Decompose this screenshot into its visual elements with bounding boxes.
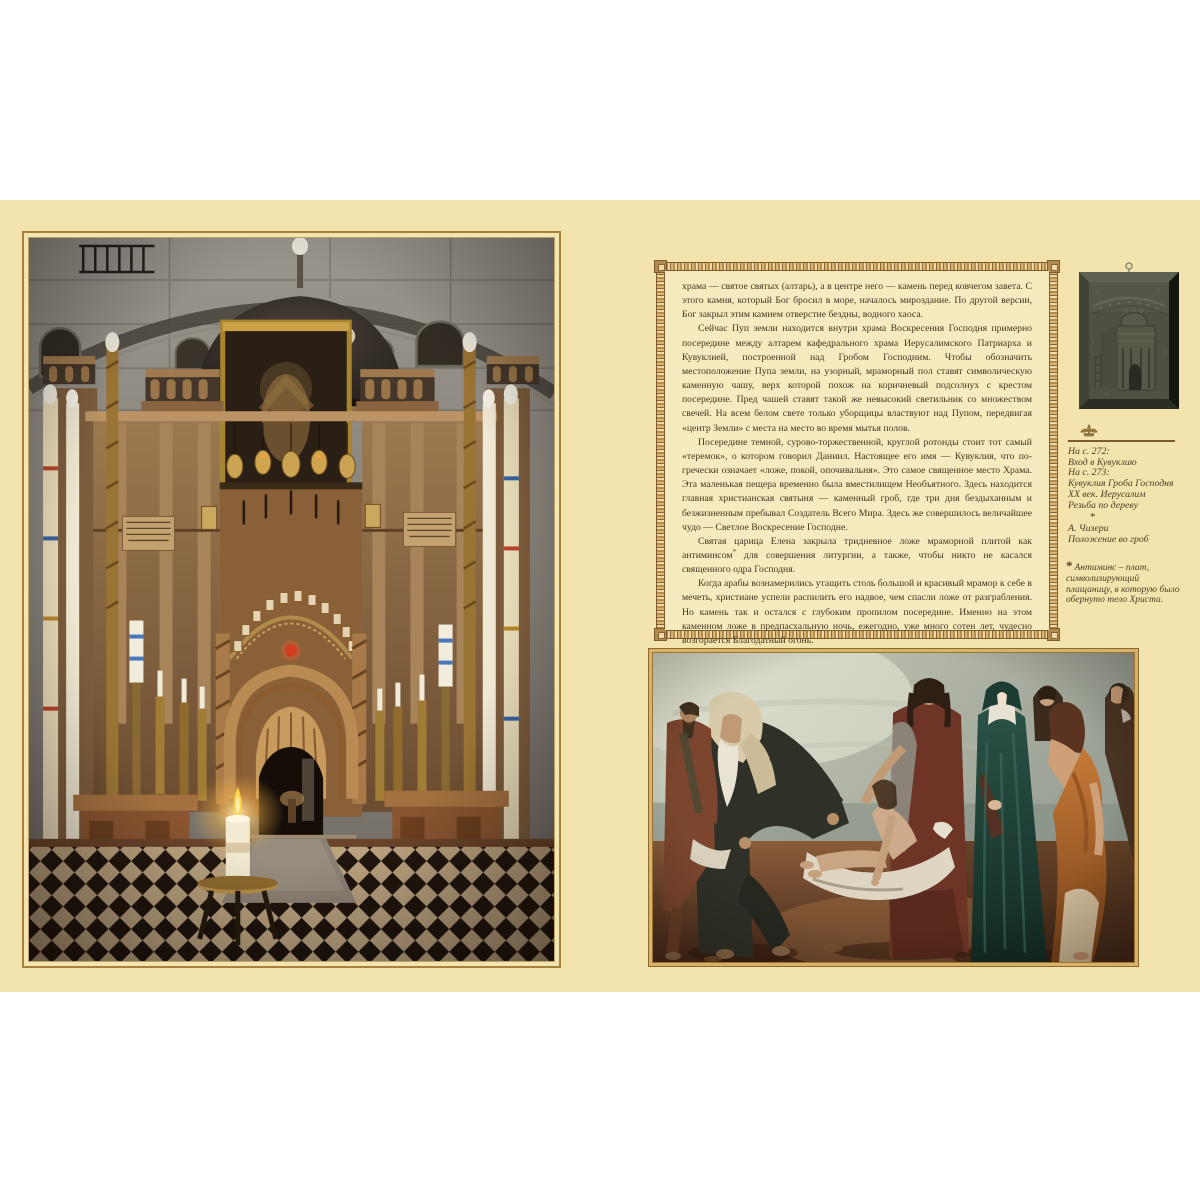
photo-kuvuklia-illustration: [29, 238, 554, 961]
caption-artwork: Положение во гроб: [1068, 533, 1149, 545]
photo-vignette: [29, 238, 554, 961]
caption-notes: [1068, 447, 1182, 546]
footnote: [1066, 558, 1186, 606]
paragraph: храма — святое святых (алтарь), а в центре него — камень перед ковчегом завета. С этого камня, который Бог бросил в море, началось мироздание. По другой версии, Бог закрыл этим камнем отверстие бездны, водного хаоса.: [682, 281, 1032, 321]
footnote-marker-sup: *: [732, 547, 736, 556]
body-text: [665, 271, 1049, 646]
painting-entombment: [652, 652, 1135, 963]
caption-separator: *: [1090, 511, 1096, 524]
ornamental-border-right: [1049, 262, 1058, 639]
caption-line: На с. 272:: [1068, 446, 1110, 457]
photo-kuvuklia: [28, 237, 555, 962]
text-block: [656, 262, 1058, 646]
paragraph: Когда арабы вознамерились утащить столь большой и красивый мрамор к себе в мечеть, христиане успели распилить его надвое, чем спасли ложе от разграбления. Но камень так и остался с глубоким пропилом посередине. Именно на этом каменном ложе в предпасхальную ночь, ежегодно, уже много сотен лет, чудесно возгорается Благодатный огонь.: [682, 578, 1032, 646]
caption-artist: А. Чизери: [1068, 523, 1109, 535]
footnote-marker: *: [1066, 558, 1073, 573]
paragraph-text: Святая царица Елена закрыла тридневное ложе мраморной плитой как антиминсом: [682, 535, 1032, 561]
caption-line: Кувуклия Гроба Господня: [1068, 478, 1174, 490]
painting-entombment-frame: [648, 648, 1139, 967]
wood-carving-plaque: [1077, 262, 1181, 410]
photo-kuvuklia-frame: [22, 231, 561, 968]
fleur-ornament-icon: [1078, 424, 1100, 438]
painting-vignette: [653, 653, 1134, 962]
ornamental-border-left: [656, 262, 665, 639]
paragraph: Сейчас Пуп земли находится внутри храма Воскресения Господня примерно посередине между алтарем кафедрального храма Иерусалимского Патриарха и Кувуклией, построенной над Гробом Господним. Чтобы обозначить местоположение Пупа земли, на узорный, мраморный пол ставят символическую каменную чашу, верх которой похож на коричневый подсолнух с крестом посередине. Пред чашей ставят такой же невысокий светильник со множеством свечей. На всем белом свете только уборщицы властвуют над Пупом, передвигая «центр Земли» с места на место во время мытья полов.: [682, 323, 1032, 434]
paragraph: Посередине темной, сурово-торжественной, круглой ротонды стоит тот самый «теремок», о котором говорил Даниил. Настоящее его имя — Кувуклия, что по-гречески означает «ложе, покой, опочивальня». Это самое священное место Храма. Эта маленькая пещера временно была вместилищем Необъятного. Здесь находится главная христианская святыня — каменный гроб, где три дня бездыханным и безжизненным пребывал Создатель Всего Мира. Здесь же совершилось величайшее чудо — Светлое Воскресение Господне.: [682, 436, 1032, 533]
caption-line: Резьба по дереву: [1068, 499, 1138, 511]
painting-entombment-illustration: [653, 653, 1134, 962]
paragraph-text: для совершения литургии, а также, чтобы никто не касался священного одра Господня.: [682, 549, 1032, 576]
caption-rule: [1068, 440, 1175, 442]
wood-carving-illustration: [1077, 262, 1181, 410]
ornamental-border-top: [656, 262, 1058, 271]
caption-line: XX век. Иерусалим: [1068, 488, 1146, 500]
paper-page: [0, 200, 1200, 992]
caption-line: Вход в Кувуклию: [1068, 456, 1137, 468]
paragraph: [682, 535, 1032, 577]
caption-line: На с. 273:: [1068, 467, 1110, 479]
footnote-text: Антиминс – плат, символизирующий плащаницу, в которую было обернуто тело Христа.: [1066, 563, 1180, 606]
